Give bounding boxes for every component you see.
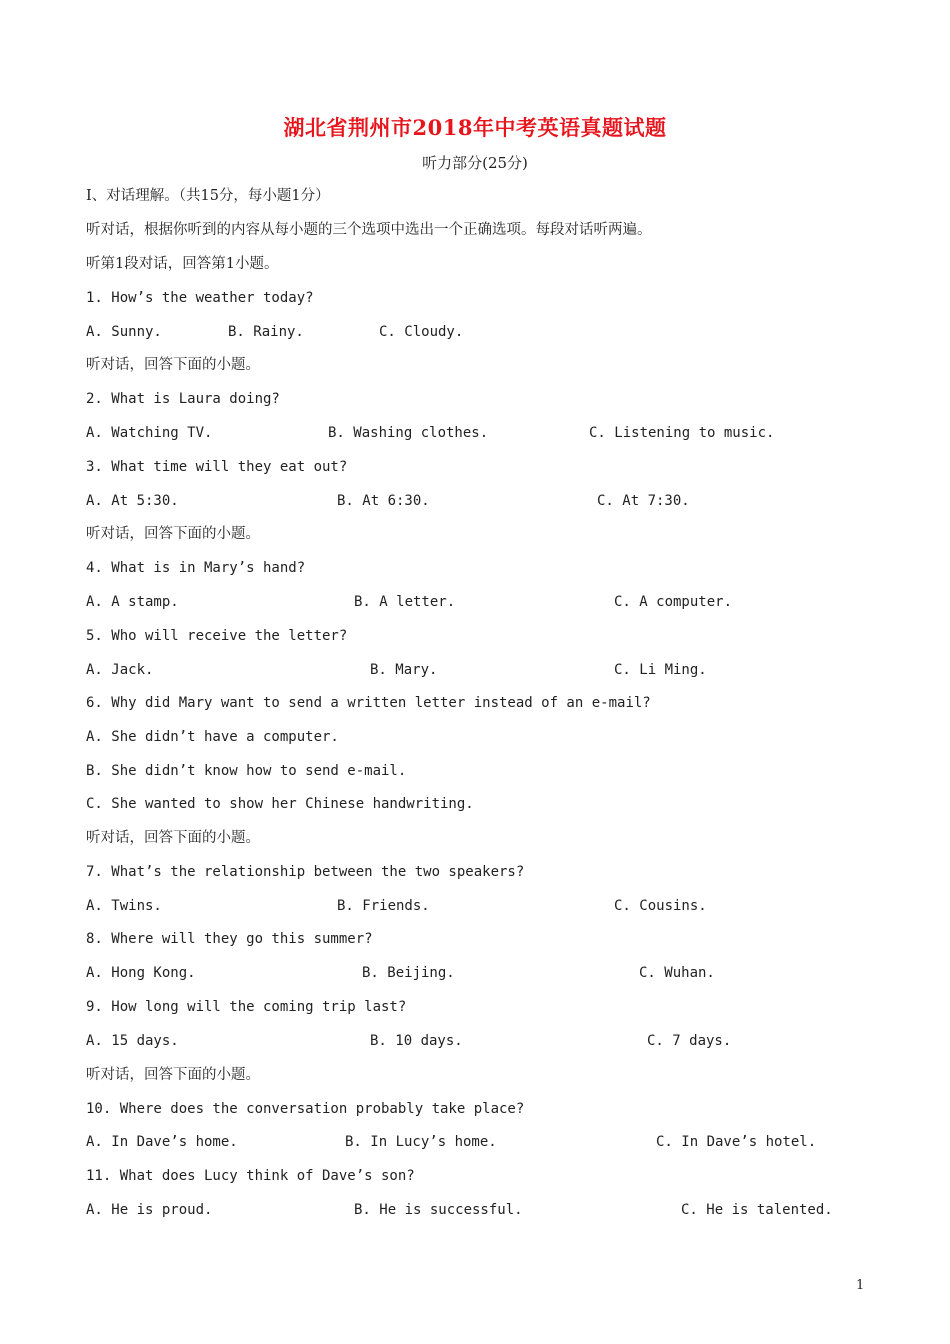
q4-option-c: C. A computer.: [614, 594, 733, 610]
page-number: 1: [856, 1278, 865, 1293]
q11-option-b: B. He is successful.: [354, 1202, 523, 1218]
q4-option-a: A. A stamp.: [86, 594, 179, 610]
dialog-intro-5: 听对话，回答下面的小题。: [86, 1067, 260, 1083]
q10-option-c: C. In Dave’s hotel.: [656, 1134, 817, 1150]
q7-option-a: A. Twins.: [86, 898, 162, 914]
q8-option-c: C. Wuhan.: [639, 965, 715, 981]
q3-option-a: A. At 5:30.: [86, 493, 179, 509]
instructions: 听对话，根据你听到的内容从每小题的三个选项中选出一个正确选项。每段对话听两遍。: [86, 222, 652, 238]
q10-option-b: B. In Lucy’s home.: [345, 1134, 497, 1150]
q9-option-c: C. 7 days.: [647, 1033, 732, 1049]
q6-option-c: C. She wanted to show her Chinese handwriting.: [86, 796, 474, 812]
section-heading: I、对话理解。（共15分，每小题1分）: [86, 188, 330, 204]
q5-option-a: A. Jack.: [86, 662, 154, 678]
q2-option-b: B. Washing clothes.: [328, 425, 489, 441]
q5-option-b: B. Mary.: [370, 662, 438, 678]
page-subtitle: 听力部分(25分): [422, 154, 528, 172]
q1-option-a: A. Sunny.: [86, 324, 162, 340]
question-6: 6. Why did Mary want to send a written letter instead of an e-mail?: [86, 695, 651, 711]
question-10: 10. Where does the conversation probably take place?: [86, 1101, 525, 1117]
q7-option-b: B. Friends.: [337, 898, 430, 914]
question-3: 3. What time will they eat out?: [86, 459, 348, 475]
q10-option-a: A. In Dave’s home.: [86, 1134, 238, 1150]
q2-option-c: C. Listening to music.: [589, 425, 775, 441]
q2-option-a: A. Watching TV.: [86, 425, 213, 441]
q1-option-b: B. Rainy.: [228, 324, 304, 340]
question-11: 11. What does Lucy think of Dave’s son?: [86, 1168, 415, 1184]
q5-option-c: C. Li Ming.: [614, 662, 707, 678]
question-4: 4. What is in Mary’s hand?: [86, 560, 306, 576]
q3-option-c: C. At 7:30.: [597, 493, 690, 509]
q6-option-b: B. She didn’t know how to send e-mail.: [86, 763, 407, 779]
question-7: 7. What’s the relationship between the two speakers?: [86, 864, 525, 880]
question-9: 9. How long will the coming trip last?: [86, 999, 407, 1015]
q6-option-a: A. She didn’t have a computer.: [86, 729, 339, 745]
question-5: 5. Who will receive the letter?: [86, 628, 348, 644]
dialog-intro-2: 听对话，回答下面的小题。: [86, 357, 260, 373]
q3-option-b: B. At 6:30.: [337, 493, 430, 509]
question-1: 1. How’s the weather today?: [86, 290, 314, 306]
q1-option-c: C. Cloudy.: [379, 324, 464, 340]
q9-option-b: B. 10 days.: [370, 1033, 463, 1049]
q9-option-a: A. 15 days.: [86, 1033, 179, 1049]
q11-option-c: C. He is talented.: [681, 1202, 833, 1218]
dialog-intro-4: 听对话，回答下面的小题。: [86, 830, 260, 846]
dialog-intro-3: 听对话，回答下面的小题。: [86, 526, 260, 542]
page-title: 湖北省荆州市2018年中考英语真题试题: [283, 115, 667, 140]
dialog-intro-1: 听第1段对话，回答第1小题。: [86, 256, 279, 272]
q4-option-b: B. A letter.: [354, 594, 456, 610]
q8-option-b: B. Beijing.: [362, 965, 455, 981]
q7-option-c: C. Cousins.: [614, 898, 707, 914]
question-8: 8. Where will they go this summer?: [86, 931, 373, 947]
q8-option-a: A. Hong Kong.: [86, 965, 196, 981]
question-2: 2. What is Laura doing?: [86, 391, 280, 407]
q11-option-a: A. He is proud.: [86, 1202, 213, 1218]
